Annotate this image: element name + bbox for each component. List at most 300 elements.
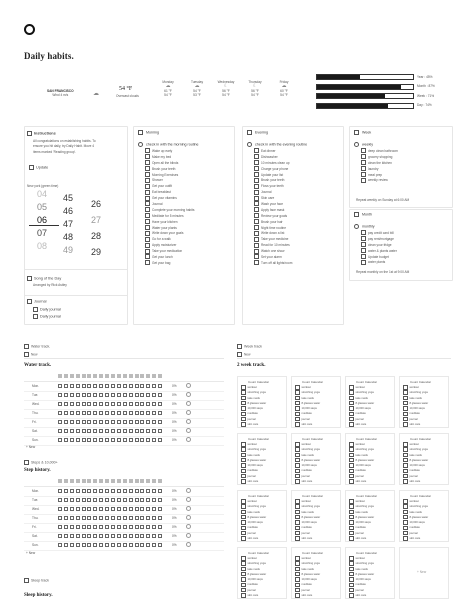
checkbox[interactable] xyxy=(146,525,150,529)
checklist-item[interactable] xyxy=(361,259,397,265)
habit-card[interactable] xyxy=(291,547,341,599)
checkbox[interactable] xyxy=(254,213,259,218)
habit-card[interactable] xyxy=(237,490,287,542)
checkbox[interactable] xyxy=(64,525,68,529)
checkbox[interactable] xyxy=(111,516,115,520)
checkbox[interactable] xyxy=(70,384,74,388)
checkbox[interactable] xyxy=(241,515,246,520)
checkbox[interactable] xyxy=(99,525,103,529)
checkbox[interactable] xyxy=(82,402,86,406)
checkbox[interactable] xyxy=(361,178,366,183)
checkbox[interactable] xyxy=(295,499,300,504)
checkbox[interactable] xyxy=(123,489,127,493)
checkbox[interactable] xyxy=(158,507,162,511)
checkbox[interactable] xyxy=(99,489,103,493)
checkbox[interactable] xyxy=(241,556,246,561)
checkbox[interactable] xyxy=(254,243,259,248)
checkbox[interactable] xyxy=(111,438,115,442)
checkbox[interactable] xyxy=(140,507,144,511)
checkbox[interactable] xyxy=(254,160,259,165)
checkbox[interactable] xyxy=(58,402,62,406)
checkbox[interactable] xyxy=(87,534,91,538)
checkbox[interactable] xyxy=(140,534,144,538)
checkbox[interactable] xyxy=(58,420,62,424)
checkbox[interactable] xyxy=(349,447,354,452)
checkbox[interactable] xyxy=(295,526,300,531)
checkbox[interactable] xyxy=(117,489,121,493)
checkbox[interactable] xyxy=(241,526,246,531)
checkbox[interactable] xyxy=(117,402,121,406)
checkbox[interactable] xyxy=(403,385,408,390)
checkbox[interactable] xyxy=(349,572,354,577)
checkbox[interactable] xyxy=(403,417,408,422)
checkbox[interactable] xyxy=(361,254,366,259)
checkbox[interactable] xyxy=(254,148,259,153)
checkbox[interactable] xyxy=(152,429,156,433)
habit-card[interactable] xyxy=(237,376,287,428)
checkbox[interactable] xyxy=(82,516,86,520)
checkbox[interactable] xyxy=(64,429,68,433)
checkbox[interactable] xyxy=(93,402,97,406)
checkbox[interactable] xyxy=(117,525,121,529)
checkbox[interactable] xyxy=(105,384,109,388)
checkbox[interactable] xyxy=(403,510,408,515)
checkbox[interactable] xyxy=(99,543,103,547)
checkbox[interactable] xyxy=(145,166,150,171)
checkbox[interactable] xyxy=(152,507,156,511)
checkbox[interactable] xyxy=(93,429,97,433)
journal-link[interactable] xyxy=(33,307,61,312)
checkbox[interactable] xyxy=(82,420,86,424)
checkbox[interactable] xyxy=(93,393,97,397)
checkbox[interactable] xyxy=(64,498,68,502)
checkbox[interactable] xyxy=(111,411,115,415)
checkbox[interactable] xyxy=(403,401,408,406)
update-button[interactable] xyxy=(29,165,48,170)
checkbox[interactable] xyxy=(403,526,408,531)
checkbox[interactable] xyxy=(145,172,150,177)
checkbox[interactable] xyxy=(295,510,300,515)
row-checkboxes[interactable] xyxy=(58,420,162,424)
checkbox[interactable] xyxy=(241,531,246,536)
checkbox[interactable] xyxy=(254,172,259,177)
checkbox[interactable] xyxy=(152,489,156,493)
checkbox[interactable] xyxy=(70,402,74,406)
checkbox[interactable] xyxy=(76,543,80,547)
row-checkboxes[interactable] xyxy=(58,429,162,433)
checkbox[interactable] xyxy=(82,489,86,493)
checkbox[interactable] xyxy=(129,534,133,538)
checkbox[interactable] xyxy=(152,543,156,547)
checkbox[interactable] xyxy=(349,442,354,447)
checkbox[interactable] xyxy=(105,438,109,442)
checkbox[interactable] xyxy=(349,401,354,406)
checkbox[interactable] xyxy=(145,201,150,206)
toggle-icon[interactable] xyxy=(354,224,359,229)
checkbox[interactable] xyxy=(140,384,144,388)
checkbox[interactable] xyxy=(58,438,62,442)
checklist-item[interactable] xyxy=(254,260,292,266)
checkbox[interactable] xyxy=(58,429,62,433)
checkbox[interactable] xyxy=(70,438,74,442)
checkbox[interactable] xyxy=(129,438,133,442)
checkbox[interactable] xyxy=(93,507,97,511)
checkbox[interactable] xyxy=(70,525,74,529)
checkbox[interactable] xyxy=(82,411,86,415)
checkbox[interactable] xyxy=(76,516,80,520)
checkbox[interactable] xyxy=(117,429,121,433)
checkbox[interactable] xyxy=(140,489,144,493)
checkbox[interactable] xyxy=(241,453,246,458)
checkbox[interactable] xyxy=(295,577,300,582)
time-hour-selected[interactable]: 06 xyxy=(37,215,48,225)
checkbox[interactable] xyxy=(349,412,354,417)
checkbox[interactable] xyxy=(135,498,139,502)
checkbox[interactable] xyxy=(111,393,115,397)
checkbox[interactable] xyxy=(87,420,91,424)
checkbox[interactable] xyxy=(241,479,246,484)
checkbox[interactable] xyxy=(145,184,150,189)
row-checkboxes[interactable] xyxy=(58,534,162,538)
checkbox[interactable] xyxy=(295,479,300,484)
checkbox[interactable] xyxy=(145,254,150,259)
checkbox[interactable] xyxy=(158,438,162,442)
checkbox[interactable] xyxy=(129,420,133,424)
checkbox[interactable] xyxy=(241,520,246,525)
checkbox[interactable] xyxy=(123,516,127,520)
checkbox[interactable] xyxy=(295,583,300,588)
checkbox[interactable] xyxy=(158,393,162,397)
checkbox[interactable] xyxy=(152,534,156,538)
checkbox[interactable] xyxy=(361,236,366,241)
checkbox[interactable] xyxy=(295,567,300,572)
checkbox[interactable] xyxy=(64,393,68,397)
checkbox[interactable] xyxy=(145,225,150,230)
checkbox[interactable] xyxy=(64,507,68,511)
checkbox[interactable] xyxy=(254,231,259,236)
checkbox[interactable] xyxy=(64,534,68,538)
checkbox[interactable] xyxy=(361,260,366,265)
checkbox[interactable] xyxy=(87,516,91,520)
checkbox[interactable] xyxy=(403,396,408,401)
checkbox[interactable] xyxy=(254,260,259,265)
checkbox[interactable] xyxy=(241,406,246,411)
checkbox[interactable] xyxy=(111,402,115,406)
checkbox[interactable] xyxy=(349,390,354,395)
checkbox[interactable] xyxy=(111,534,115,538)
checkbox[interactable] xyxy=(58,516,62,520)
checkbox[interactable] xyxy=(135,507,139,511)
checkbox[interactable] xyxy=(135,411,139,415)
checkbox[interactable] xyxy=(349,504,354,509)
checkbox[interactable] xyxy=(158,411,162,415)
checkbox[interactable] xyxy=(241,567,246,572)
checkbox[interactable] xyxy=(117,393,121,397)
habit-card[interactable] xyxy=(345,547,395,599)
checkbox[interactable] xyxy=(146,507,150,511)
toggle-icon[interactable] xyxy=(247,142,252,147)
checkbox[interactable] xyxy=(241,469,246,474)
checkbox[interactable] xyxy=(403,422,408,427)
checkbox[interactable] xyxy=(93,411,97,415)
checkbox[interactable] xyxy=(99,420,103,424)
journal-link[interactable] xyxy=(33,314,61,319)
checkbox[interactable] xyxy=(105,489,109,493)
checkbox[interactable] xyxy=(99,411,103,415)
checkbox[interactable] xyxy=(140,438,144,442)
checkbox[interactable] xyxy=(158,543,162,547)
checkbox[interactable] xyxy=(117,534,121,538)
checkbox[interactable] xyxy=(129,411,133,415)
checkbox[interactable] xyxy=(123,498,127,502)
checkbox[interactable] xyxy=(82,534,86,538)
toggle-icon[interactable] xyxy=(138,142,143,147)
checkbox[interactable] xyxy=(135,420,139,424)
checkbox[interactable] xyxy=(295,469,300,474)
checkbox[interactable] xyxy=(135,402,139,406)
checkbox[interactable] xyxy=(349,474,354,479)
checkbox[interactable] xyxy=(123,429,127,433)
checkbox[interactable] xyxy=(145,231,150,236)
checkbox[interactable] xyxy=(152,516,156,520)
checkbox[interactable] xyxy=(254,225,259,230)
checkbox[interactable] xyxy=(361,242,366,247)
checkbox[interactable] xyxy=(93,534,97,538)
row-checkboxes[interactable] xyxy=(58,498,162,502)
checkbox[interactable] xyxy=(241,593,246,598)
checkbox[interactable] xyxy=(295,556,300,561)
checkbox[interactable] xyxy=(140,525,144,529)
checkbox[interactable] xyxy=(403,499,408,504)
checkbox[interactable] xyxy=(254,196,259,201)
checkbox[interactable] xyxy=(349,453,354,458)
checkbox[interactable] xyxy=(105,534,109,538)
checkbox[interactable] xyxy=(146,489,150,493)
checkbox[interactable] xyxy=(349,469,354,474)
checkbox[interactable] xyxy=(117,438,121,442)
checkbox[interactable] xyxy=(76,498,80,502)
checkbox[interactable] xyxy=(87,429,91,433)
checkbox[interactable] xyxy=(135,393,139,397)
checkbox[interactable] xyxy=(158,489,162,493)
checkbox[interactable] xyxy=(135,489,139,493)
checkbox[interactable] xyxy=(123,384,127,388)
checkbox[interactable] xyxy=(135,525,139,529)
checkbox[interactable] xyxy=(93,498,97,502)
checkbox[interactable] xyxy=(152,438,156,442)
checkbox[interactable] xyxy=(295,447,300,452)
checkbox[interactable] xyxy=(129,543,133,547)
checkbox[interactable] xyxy=(87,498,91,502)
row-checkboxes[interactable] xyxy=(58,489,162,493)
checkbox[interactable] xyxy=(145,243,150,248)
checkbox[interactable] xyxy=(349,556,354,561)
checkbox[interactable] xyxy=(76,507,80,511)
checkbox[interactable] xyxy=(158,420,162,424)
checkbox[interactable] xyxy=(87,402,91,406)
checkbox[interactable] xyxy=(58,489,62,493)
checkbox[interactable] xyxy=(64,420,68,424)
checkbox[interactable] xyxy=(135,438,139,442)
time-minute-selected[interactable]: 47 xyxy=(63,219,74,229)
checkbox[interactable] xyxy=(58,543,62,547)
checkbox[interactable] xyxy=(87,393,91,397)
checkbox[interactable] xyxy=(146,429,150,433)
row-checkboxes[interactable] xyxy=(58,384,162,388)
checkbox[interactable] xyxy=(135,384,139,388)
checkbox[interactable] xyxy=(145,196,150,201)
checkbox[interactable] xyxy=(349,499,354,504)
checkbox[interactable] xyxy=(87,438,91,442)
checkbox[interactable] xyxy=(158,429,162,433)
checkbox[interactable] xyxy=(70,489,74,493)
checkbox[interactable] xyxy=(123,543,127,547)
checkbox[interactable] xyxy=(140,411,144,415)
checkbox[interactable] xyxy=(58,393,62,397)
checkbox[interactable] xyxy=(140,429,144,433)
checkbox[interactable] xyxy=(58,411,62,415)
checkbox[interactable] xyxy=(111,429,115,433)
checkbox[interactable] xyxy=(295,588,300,593)
checkbox[interactable] xyxy=(146,516,150,520)
checkbox[interactable] xyxy=(158,498,162,502)
checkbox[interactable] xyxy=(105,429,109,433)
water-new-button[interactable] xyxy=(24,352,37,357)
row-checkboxes[interactable] xyxy=(58,507,162,511)
checkbox[interactable] xyxy=(129,507,133,511)
checkbox[interactable] xyxy=(123,507,127,511)
time-picker[interactable] xyxy=(25,189,125,259)
checkbox[interactable] xyxy=(349,561,354,566)
checkbox[interactable] xyxy=(295,536,300,541)
checkbox[interactable] xyxy=(82,498,86,502)
checkbox[interactable] xyxy=(349,417,354,422)
checkbox[interactable] xyxy=(117,543,121,547)
checkbox[interactable] xyxy=(123,420,127,424)
checkbox[interactable] xyxy=(145,237,150,242)
checkbox[interactable] xyxy=(117,420,121,424)
checkbox[interactable] xyxy=(146,543,150,547)
checkbox[interactable] xyxy=(361,154,366,159)
checkbox[interactable] xyxy=(145,249,150,254)
checkbox[interactable] xyxy=(111,525,115,529)
checkbox[interactable] xyxy=(76,534,80,538)
checkbox[interactable] xyxy=(349,463,354,468)
checkbox[interactable] xyxy=(241,447,246,452)
steps-add-row[interactable]: + New xyxy=(26,551,36,555)
checkbox[interactable] xyxy=(99,384,103,388)
checkbox[interactable] xyxy=(349,515,354,520)
checkbox[interactable] xyxy=(117,498,121,502)
checkbox[interactable] xyxy=(105,411,109,415)
row-checkboxes[interactable] xyxy=(58,402,162,406)
checkbox[interactable] xyxy=(254,237,259,242)
checkbox[interactable] xyxy=(76,438,80,442)
checkbox[interactable] xyxy=(64,411,68,415)
checkbox[interactable] xyxy=(76,393,80,397)
checkbox[interactable] xyxy=(111,543,115,547)
checkbox[interactable] xyxy=(93,420,97,424)
checkbox[interactable] xyxy=(403,412,408,417)
checkbox[interactable] xyxy=(145,154,150,159)
checkbox[interactable] xyxy=(295,406,300,411)
checkbox[interactable] xyxy=(129,384,133,388)
checkbox[interactable] xyxy=(76,402,80,406)
checkbox[interactable] xyxy=(123,525,127,529)
checkbox[interactable] xyxy=(152,420,156,424)
checkbox[interactable] xyxy=(241,536,246,541)
habit-card[interactable] xyxy=(345,490,395,542)
new-card[interactable] xyxy=(399,547,449,599)
checkbox[interactable] xyxy=(70,516,74,520)
checkbox[interactable] xyxy=(76,411,80,415)
checkbox[interactable] xyxy=(93,384,97,388)
habit-card[interactable] xyxy=(345,433,395,485)
checkbox[interactable] xyxy=(254,178,259,183)
checkbox[interactable] xyxy=(241,396,246,401)
checkbox[interactable] xyxy=(145,219,150,224)
checkbox[interactable] xyxy=(140,543,144,547)
checkbox[interactable] xyxy=(70,429,74,433)
checkbox[interactable] xyxy=(361,166,366,171)
checkbox[interactable] xyxy=(99,402,103,406)
habit-card[interactable] xyxy=(291,376,341,428)
checkbox[interactable] xyxy=(146,534,150,538)
checkbox[interactable] xyxy=(123,438,127,442)
checkbox[interactable] xyxy=(295,417,300,422)
checkbox[interactable] xyxy=(158,534,162,538)
habit-card[interactable] xyxy=(237,547,287,599)
checkbox[interactable] xyxy=(295,442,300,447)
checkbox[interactable] xyxy=(349,536,354,541)
checkbox[interactable] xyxy=(87,543,91,547)
checkbox[interactable] xyxy=(145,148,150,153)
checkbox[interactable] xyxy=(241,583,246,588)
checkbox[interactable] xyxy=(403,504,408,509)
checkbox[interactable] xyxy=(295,422,300,427)
checkbox[interactable] xyxy=(123,402,127,406)
checkbox[interactable] xyxy=(295,390,300,395)
checkbox[interactable] xyxy=(349,526,354,531)
checkbox[interactable] xyxy=(295,385,300,390)
checkbox[interactable] xyxy=(349,479,354,484)
checkbox[interactable] xyxy=(76,525,80,529)
checkbox[interactable] xyxy=(82,507,86,511)
checkbox[interactable] xyxy=(254,254,259,259)
checkbox[interactable] xyxy=(93,525,97,529)
checkbox[interactable] xyxy=(295,531,300,536)
checkbox[interactable] xyxy=(93,489,97,493)
checkbox[interactable] xyxy=(82,384,86,388)
checkbox[interactable] xyxy=(361,160,366,165)
checkbox[interactable] xyxy=(403,474,408,479)
checkbox[interactable] xyxy=(295,463,300,468)
checkbox[interactable] xyxy=(70,411,74,415)
checkbox[interactable] xyxy=(123,411,127,415)
checkbox[interactable] xyxy=(99,516,103,520)
checkbox[interactable] xyxy=(254,249,259,254)
checkbox[interactable] xyxy=(117,507,121,511)
checkbox[interactable] xyxy=(295,520,300,525)
water-add-row[interactable]: + New xyxy=(26,445,36,449)
checkbox[interactable] xyxy=(349,588,354,593)
checkbox[interactable] xyxy=(152,384,156,388)
checkbox[interactable] xyxy=(403,447,408,452)
checkbox[interactable] xyxy=(403,453,408,458)
checkbox[interactable] xyxy=(241,499,246,504)
checkbox[interactable] xyxy=(403,479,408,484)
checkbox[interactable] xyxy=(152,525,156,529)
